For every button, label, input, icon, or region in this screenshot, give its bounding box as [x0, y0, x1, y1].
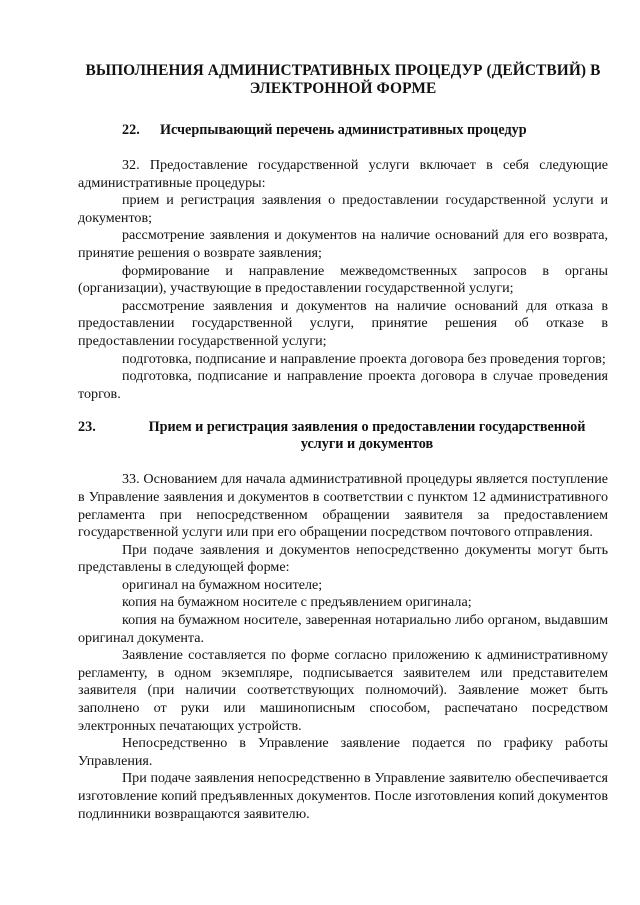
paragraph: При подаче заявления и документов непосредственно документы могут быть представлены в следующей форме:: [78, 541, 608, 576]
section-23-heading: [78, 419, 608, 453]
paragraph: Непосредственно в Управление заявление подается по графику работы Управления.: [78, 735, 608, 769]
paragraph: копия на бумажном носителе, заверенная нотариально либо органом, выдавшим оригинал документа.: [78, 612, 608, 646]
section-22-number: 22.: [122, 122, 140, 138]
paragraph: копия на бумажном носителе с предъявлением оригинала;: [122, 594, 472, 611]
paragraph: оригинал на бумажном носителе;: [122, 576, 323, 593]
page-title: ВЫПОЛНЕНИЯ АДМИНИСТРАТИВНЫХ ПРОЦЕДУР (ДЕЙСТВИЙ) В ЭЛЕКТРОННОЙ ФОРМЕ: [85, 62, 601, 97]
paragraph: рассмотрение заявления и документов на наличие оснований для отказа в предоставлении государственной услуги, принятие решения об отказе в предоставлении государственной услуги;: [78, 297, 608, 349]
paragraph: 33. Основанием для начала административной процедуры является поступление в Управление заявления и документов в соответствии с пунктом 12 административного регламента при непосредственном обращении заявителя за предоставлением государственной услуги или при его обращении посредством почтового отправления.: [78, 471, 608, 541]
section-22-title: Исчерпывающий перечень административных процедур: [160, 122, 527, 138]
section-23-title: Прием и регистрация заявления о предоставлении государственной услуги и документов: [148, 419, 586, 453]
paragraph: прием и регистрация заявления о предоставлении государственной услуги и документов;: [78, 192, 608, 226]
section-23-number: 23.: [78, 419, 96, 436]
paragraph: формирование и направление межведомственных запросов в органы (организации), участвующие в предоставлении государственной услуги;: [78, 262, 608, 297]
paragraph: 32. Предоставление государственной услуги включает в себя следующие административные процедуры:: [78, 157, 608, 191]
section-23-body: [78, 471, 608, 823]
paragraph: При подаче заявления непосредственно в Управление заявителю обеспечивается изготовление копий предъявленных документов. После изготовления копий документов подлинники возвращаются заявителю.: [78, 770, 608, 822]
paragraph: подготовка, подписание и направление проекта договора в случае проведения торгов.: [78, 368, 608, 402]
document-page: [78, 62, 608, 823]
section-22-body: [78, 157, 608, 403]
section-22-heading: [78, 122, 608, 139]
paragraph: рассмотрение заявления и документов на наличие оснований для его возврата, принятие решения о возврате заявления;: [78, 227, 608, 261]
paragraph: Заявление составляется по форме согласно приложению к административному регламенту, в одном экземпляре, подписывается заявителем или представителем заявителя (при наличии соответствующих полномочий). Заявление может быть заполнено от руки или машинописным способом, распечатано посредством электронных печатающих устройств.: [78, 647, 608, 734]
paragraph: подготовка, подписание и направление проекта договора без проведения торгов;: [122, 350, 606, 367]
